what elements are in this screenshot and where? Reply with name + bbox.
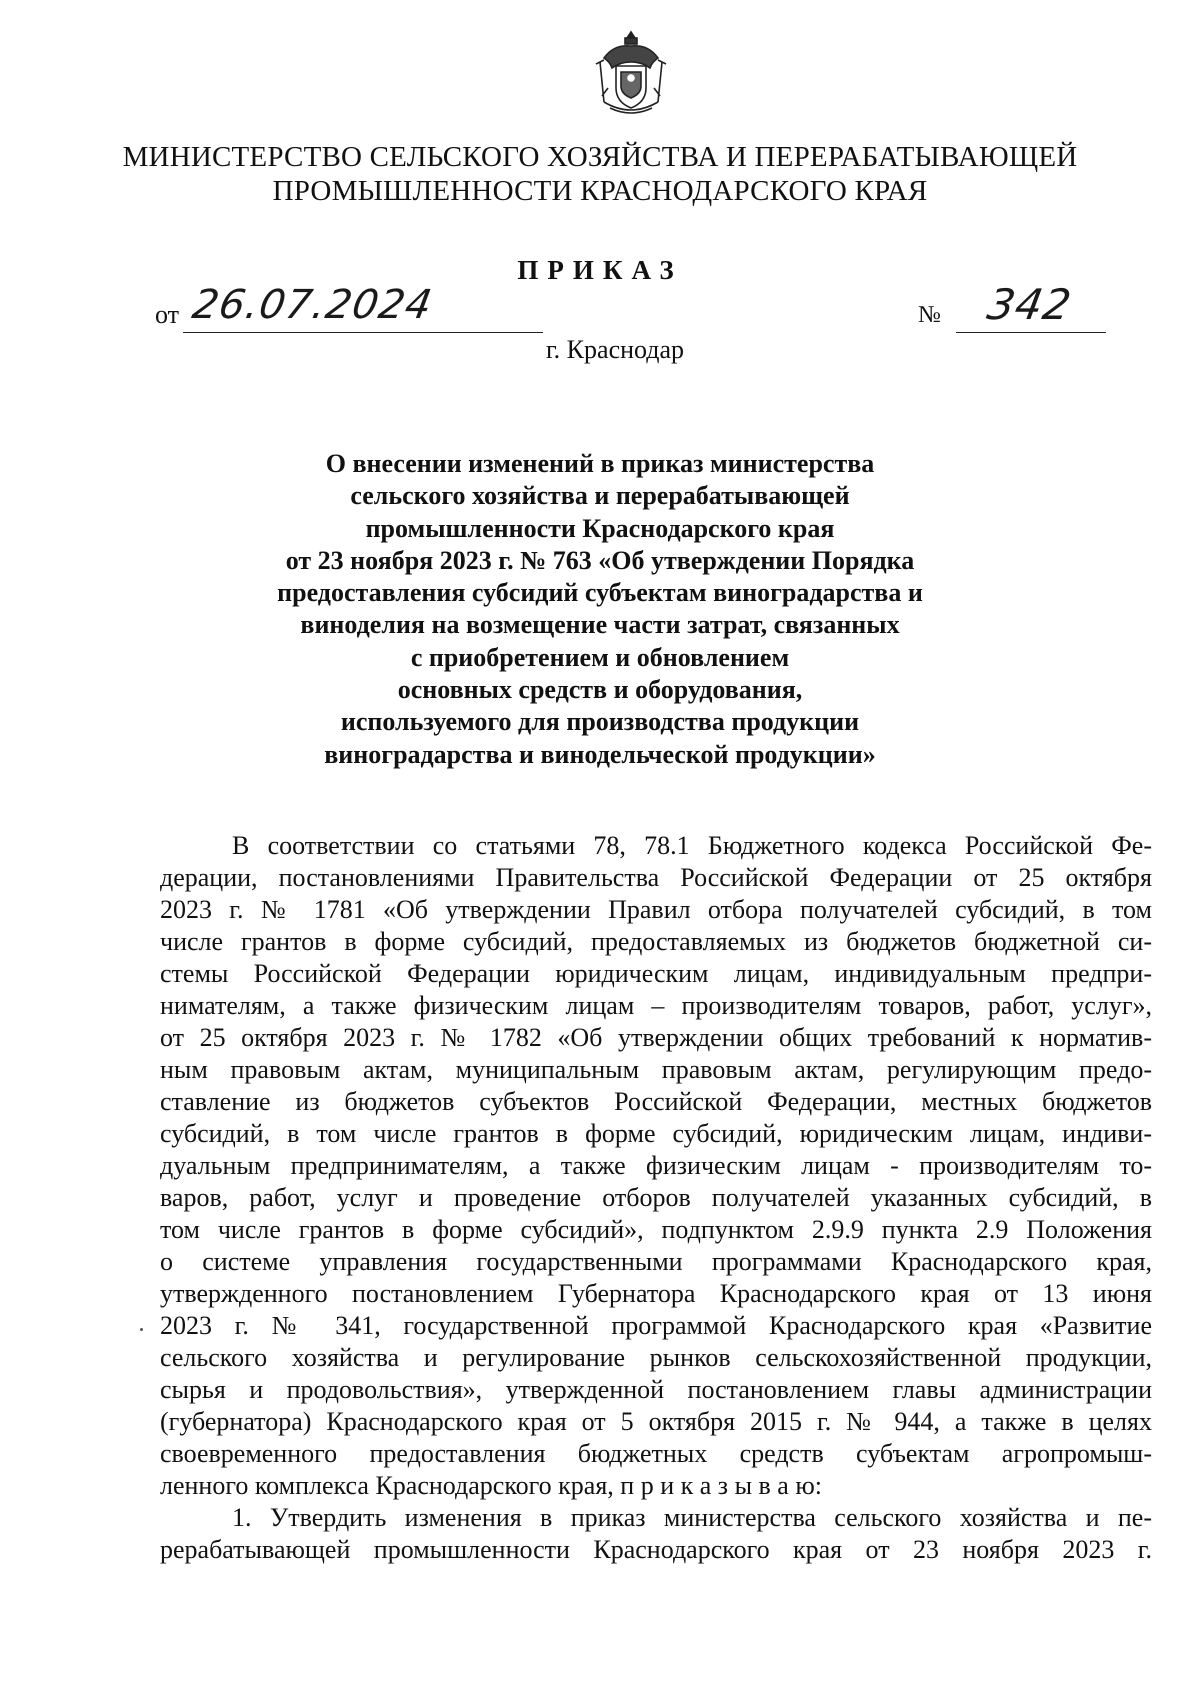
- date-value: 26.07.2024: [188, 282, 437, 328]
- subject-line: сельского хозяйства и перерабатывающей: [350, 481, 850, 511]
- scan-speck: [140, 1328, 143, 1331]
- order-title: ПРИКАЗ: [517, 255, 683, 285]
- subject-line: О внесении изменений в приказ министерства: [325, 449, 875, 478]
- body-line: о системе управления государственными программами Краснодарского края,: [160, 1247, 1152, 1276]
- date-underline: [183, 332, 543, 333]
- body-line: дерации, постановлениями Правительства Российской Федерации от 25 октября: [160, 863, 1152, 892]
- body-line: рерабатывающей промышленности Краснодарского края от 23 ноября 2023 г.: [160, 1535, 1152, 1564]
- subject-line: используемого для производства продукции: [340, 707, 860, 737]
- number-underline: [956, 332, 1106, 333]
- body-line: В соответствии со статьями 78, 78.1 Бюджетного кодекса Российской Фе-: [232, 831, 1152, 860]
- body-line: нимателям, а также физическим лицам – производителям товаров, работ, услуг»,: [160, 991, 1152, 1020]
- body-line: варов, работ, услуг и проведение отборов получателей указанных субсидий, в: [160, 1183, 1152, 1212]
- body-line: числе грантов в форме субсидий, предоставляемых из бюджетов бюджетной си-: [160, 927, 1152, 956]
- subject-line: виноградарства и винодельческой продукции»: [324, 739, 876, 769]
- body-line: сырья и продовольствия», утвержденной постановлением главы администрации: [160, 1375, 1152, 1404]
- body-line: утвержденного постановлением Губернатора Краснодарского края от 13 июня: [160, 1279, 1152, 1308]
- subject-line: с приобретением и обновлением: [410, 642, 790, 672]
- subject-line: виноделия на возмещение части затрат, связанных: [300, 610, 900, 640]
- city: г. Краснодар: [545, 335, 685, 364]
- date-prefix: от: [155, 300, 180, 329]
- body-line: том числе грантов в форме субсидий», подпунктом 2.9.9 пункта 2.9 Положения: [160, 1215, 1152, 1244]
- body-line: субсидий, в том числе грантов в форме субсидий, юридическим лицам, индиви-: [160, 1119, 1152, 1148]
- order-date: [155, 282, 455, 340]
- subject-line: основных средств и оборудования,: [397, 675, 803, 705]
- order-subject: [180, 448, 1020, 771]
- number-prefix: №: [918, 302, 941, 328]
- number-value: 342: [983, 280, 1076, 329]
- body-line: ставление из бюджетов субъектов Российской Федерации, местных бюджетов: [160, 1087, 1152, 1116]
- ministry-name-line2: ПРОМЫШЛЕННОСТИ КРАСНОДАРСКОГО КРАЯ: [272, 175, 928, 207]
- body-line: сельского хозяйства и регулирование рынков сельскохозяйственной продукции,: [160, 1343, 1152, 1372]
- ministry-name: [60, 140, 1140, 208]
- body-line: 2023 г. № 1781 «Об утверждении Правил отбора получателей субсидий, в том: [160, 895, 1152, 924]
- subject-line: от 23 ноября 2023 г. № 763 «Об утверждении Порядка: [285, 545, 915, 575]
- body-line: стемы Российской Федерации юридическим лицам, индивидуальным предпри-: [160, 959, 1152, 988]
- body-line: 1. Утвердить изменения в приказ министерства сельского хозяйства и пе-: [232, 1503, 1152, 1532]
- subject-line: предоставления субсидий субъектам виноградарства и: [277, 578, 923, 608]
- order-body: [160, 830, 1152, 1566]
- body-line: 2023 г. № 341, государственной программой Краснодарского края «Развитие: [160, 1311, 1152, 1340]
- ministry-name-line1: МИНИСТЕРСТВО СЕЛЬСКОГО ХОЗЯЙСТВА И ПЕРЕРАБАТЫВАЮЩЕЙ: [122, 141, 1078, 173]
- coat-of-arms-icon: [590, 28, 672, 120]
- body-line: от 25 октября 2023 г. № 1782 «Об утверждении общих требований к норматив-: [160, 1023, 1152, 1052]
- order-number: [918, 280, 1148, 340]
- body-line: дуальным предпринимателям, а также физическим лицам - производителям то-: [160, 1151, 1152, 1180]
- body-line: ленного комплекса Краснодарского края, п р и к а з ы в а ю:: [160, 1471, 822, 1500]
- body-line: (губернатора) Краснодарского края от 5 октября 2015 г. № 944, а также в целях: [160, 1407, 1152, 1436]
- body-line: ным правовым актам, муниципальным правовым актам, регулирующим предо-: [160, 1055, 1152, 1084]
- subject-line: промышленности Краснодарского края: [365, 513, 835, 543]
- body-line: своевременного предоставления бюджетных средств субъектам агропромыш-: [160, 1439, 1152, 1468]
